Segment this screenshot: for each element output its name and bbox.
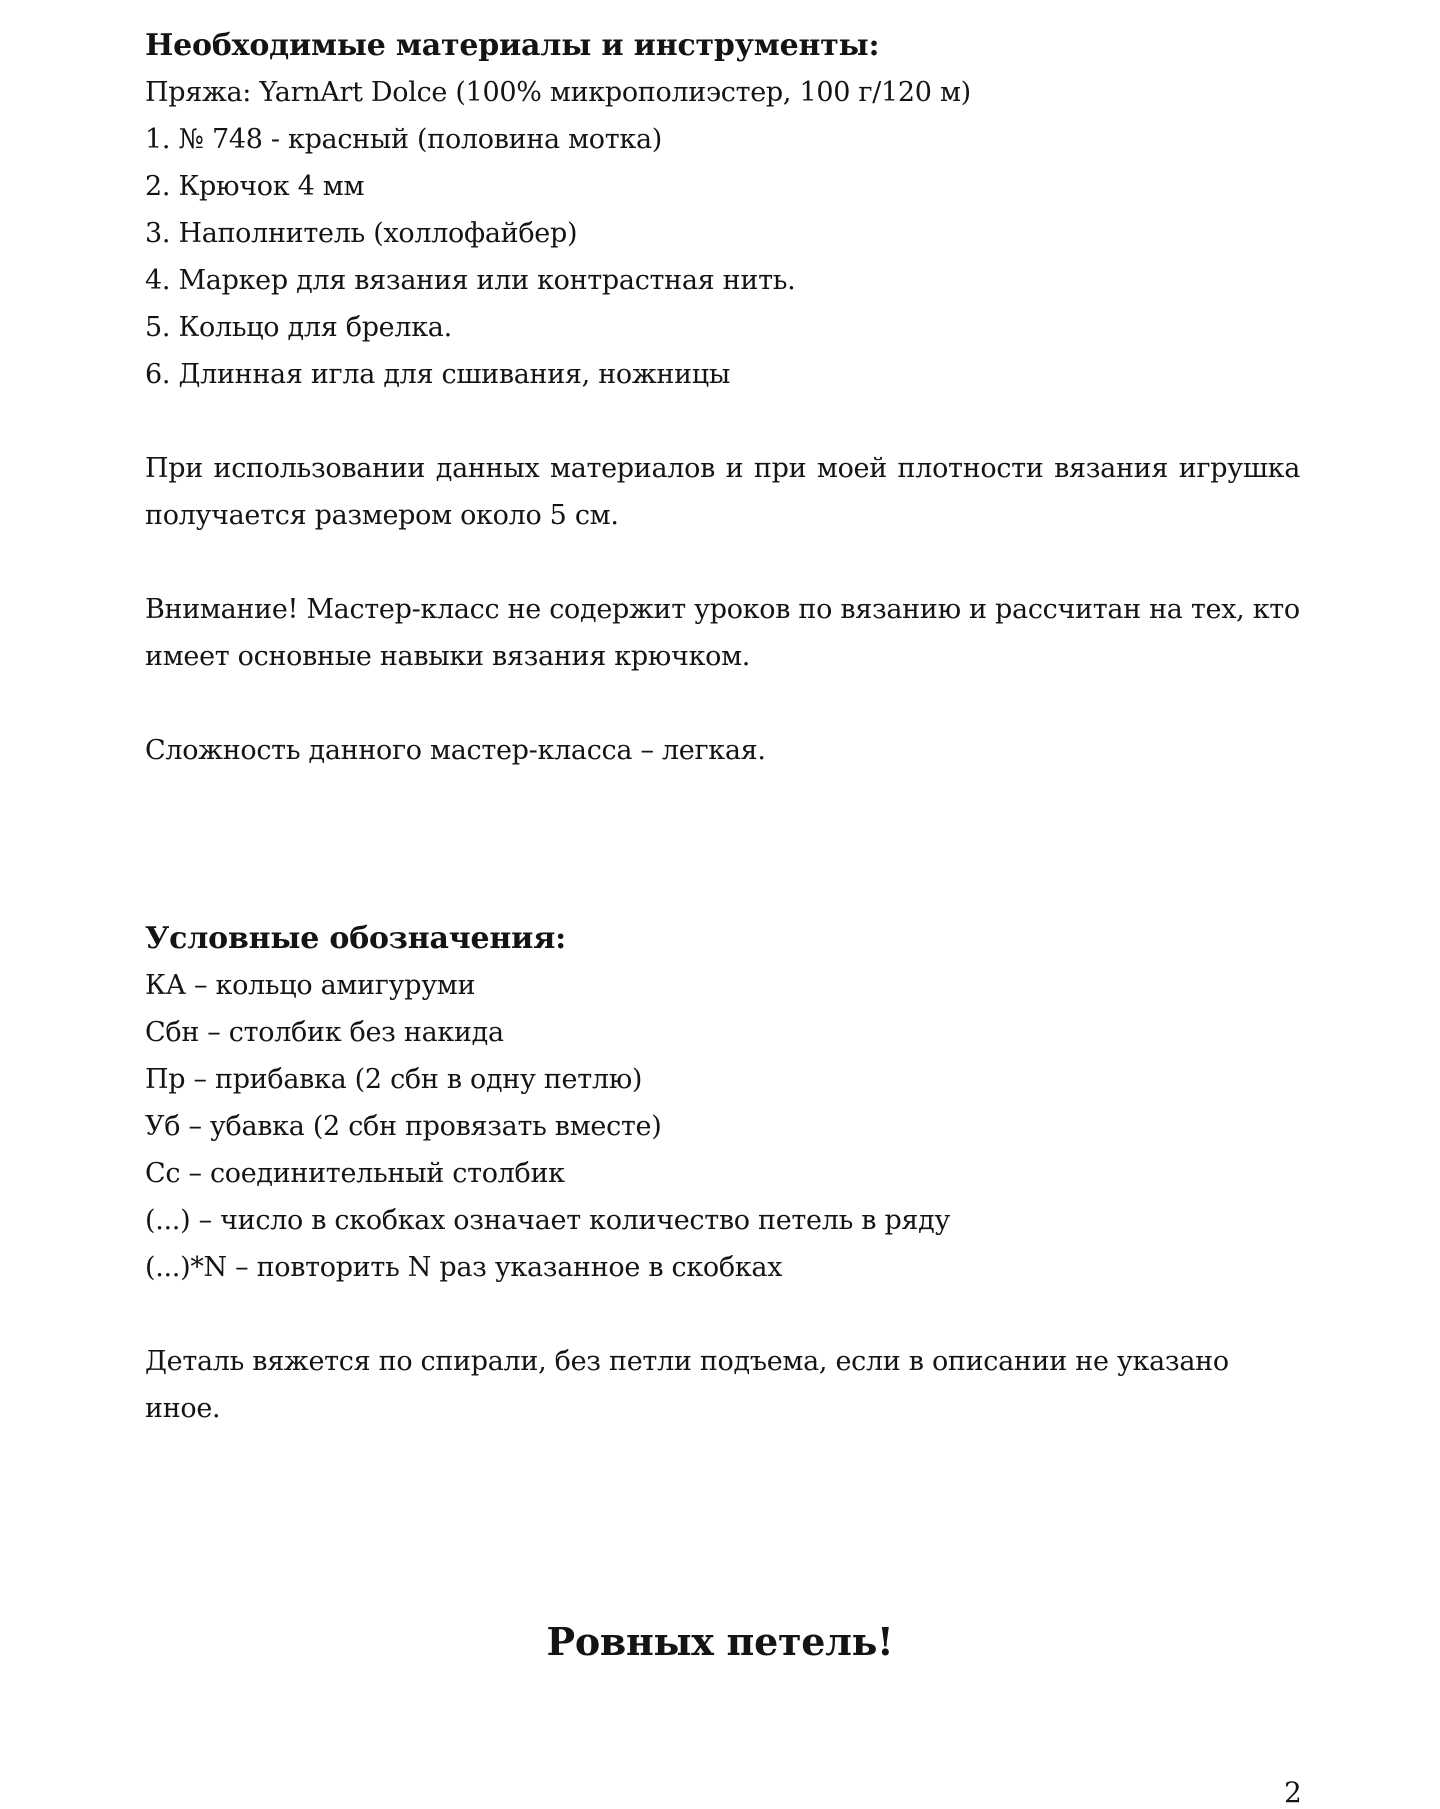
materials-item-5: 5. Кольцо для брелка.	[145, 312, 452, 343]
yarn-line: Пряжа: YarnArt Dolce (100% микрополиэстер, 100 г/120 м)	[145, 77, 971, 108]
size-note: При использовании данных материалов и при моей плотности вязания игрушка получается размером около 5 см.	[145, 453, 1300, 531]
legend-item-repeat: (...)*N – повторить N раз указанное в скобках	[145, 1252, 783, 1283]
document-body	[145, 22, 1300, 1432]
legend-item-pr: Пр – прибавка (2 сбн в одну петлю)	[145, 1064, 643, 1095]
legend-item-count: (...) – число в скобках означает количество петель в ряду	[145, 1205, 951, 1236]
legend-item-sbn: Сбн – столбик без накида	[145, 1017, 504, 1048]
materials-item-3: 3. Наполнитель (холлофайбер)	[145, 218, 578, 249]
legend-item-ss: Сс – соединительный столбик	[145, 1158, 565, 1189]
closing-phrase: Ровных петель!	[546, 1619, 894, 1664]
page-number: 2	[1284, 1776, 1302, 1809]
materials-heading: Необходимые материалы и инструменты:	[145, 28, 880, 63]
legend-item-ub: Уб – убавка (2 сбн провязать вместе)	[145, 1111, 662, 1142]
spiral-note: Деталь вяжется по спирали, без петли подъема, если в описании не указано иное.	[145, 1346, 1229, 1424]
materials-item-4: 4. Маркер для вязания или контрастная нить.	[145, 265, 796, 296]
legend-item-ka: КА – кольцо амигуруми	[145, 970, 476, 1001]
materials-item-6: 6. Длинная игла для сшивания, ножницы	[145, 359, 731, 390]
materials-item-2: 2. Крючок 4 мм	[145, 171, 365, 202]
materials-item-1: 1. № 748 - красный (половина мотка)	[145, 124, 663, 155]
warning-note: Внимание! Мастер-класс не содержит уроков по вязанию и рассчитан на тех, кто имеет основные навыки вязания крючком.	[145, 594, 1300, 672]
legend-heading: Условные обозначения:	[145, 921, 567, 956]
difficulty-note: Сложность данного мастер-класса – легкая.	[145, 735, 766, 766]
